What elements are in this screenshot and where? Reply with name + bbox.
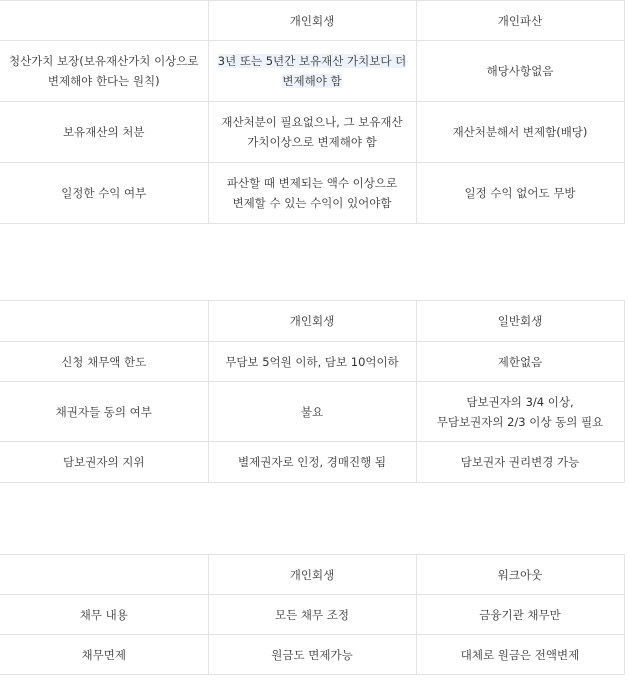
table-cell: 일정 수익 없어도 무방 — [416, 163, 624, 224]
table-cell — [208, 41, 416, 102]
table-cell: 불요 — [208, 382, 416, 442]
table-cell: 대체로 원금은 전액변제 — [416, 635, 624, 675]
header-cell-personal-rehabilitation: 개인회생 — [208, 1, 416, 41]
header-cell-empty — [0, 1, 208, 41]
comparison-table-personal-vs-general-rehabilitation — [0, 300, 625, 483]
table-header-row — [0, 555, 624, 595]
header-cell-general-rehabilitation: 일반회생 — [416, 301, 624, 342]
table-header-row — [0, 301, 624, 342]
row-label: 일정한 수익 여부 — [0, 163, 208, 224]
table-row — [0, 41, 624, 102]
header-cell-personal-bankruptcy: 개인파산 — [416, 1, 624, 41]
table-cell: 파산할 때 변제되는 액수 이상으로 변제할 수 있는 수익이 있어야함 — [208, 163, 416, 224]
table-row — [0, 595, 624, 635]
table-row — [0, 163, 624, 224]
header-cell-empty — [0, 555, 208, 595]
table-row — [0, 442, 624, 483]
header-cell-empty — [0, 301, 208, 342]
header-cell-personal-rehabilitation: 개인회생 — [208, 301, 416, 342]
table-cell: 담보권자의 3/4 이상, 무담보권자의 2/3 이상 동의 필요 — [416, 382, 624, 442]
row-label: 보유재산의 처분 — [0, 102, 208, 163]
row-label: 청산가치 보장(보유재산가치 이상으로 변제해야 한다는 원칙) — [0, 41, 208, 102]
row-label: 채권자들 동의 여부 — [0, 382, 208, 442]
row-label: 신청 채무액 한도 — [0, 342, 208, 382]
table-row — [0, 102, 624, 163]
table-cell: 무담보 5억원 이하, 담보 10억이하 — [208, 342, 416, 382]
row-label: 담보권자의 지위 — [0, 442, 208, 483]
header-cell-workout: 워크아웃 — [416, 555, 624, 595]
header-cell-personal-rehabilitation: 개인회생 — [208, 555, 416, 595]
table-cell: 별제권자로 인정, 경매진행 됨 — [208, 442, 416, 483]
table-cell: 모든 채무 조정 — [208, 595, 416, 635]
comparison-table-rehabilitation-vs-workout — [0, 554, 625, 675]
table-header-row — [0, 1, 624, 41]
table-cell: 재산처분해서 변제함(배당) — [416, 102, 624, 163]
table-cell: 해당사항없음 — [416, 41, 624, 102]
table-row — [0, 635, 624, 675]
table-cell: 금융기관 채무만 — [416, 595, 624, 635]
highlighted-text: 3년 또는 5년간 보유재산 가치보다 더 변제해야 함 — [217, 54, 407, 88]
table-cell: 제한없음 — [416, 342, 624, 382]
table-cell: 담보권자 권리변경 가능 — [416, 442, 624, 483]
table-row — [0, 342, 624, 382]
table-row — [0, 382, 624, 442]
row-label: 채무 내용 — [0, 595, 208, 635]
comparison-table-rehabilitation-vs-bankruptcy — [0, 0, 625, 224]
row-label: 채무면제 — [0, 635, 208, 675]
table-cell: 재산처분이 필요없으나, 그 보유재산 가치이상으로 변제해야 함 — [208, 102, 416, 163]
table-cell: 원금도 면제가능 — [208, 635, 416, 675]
